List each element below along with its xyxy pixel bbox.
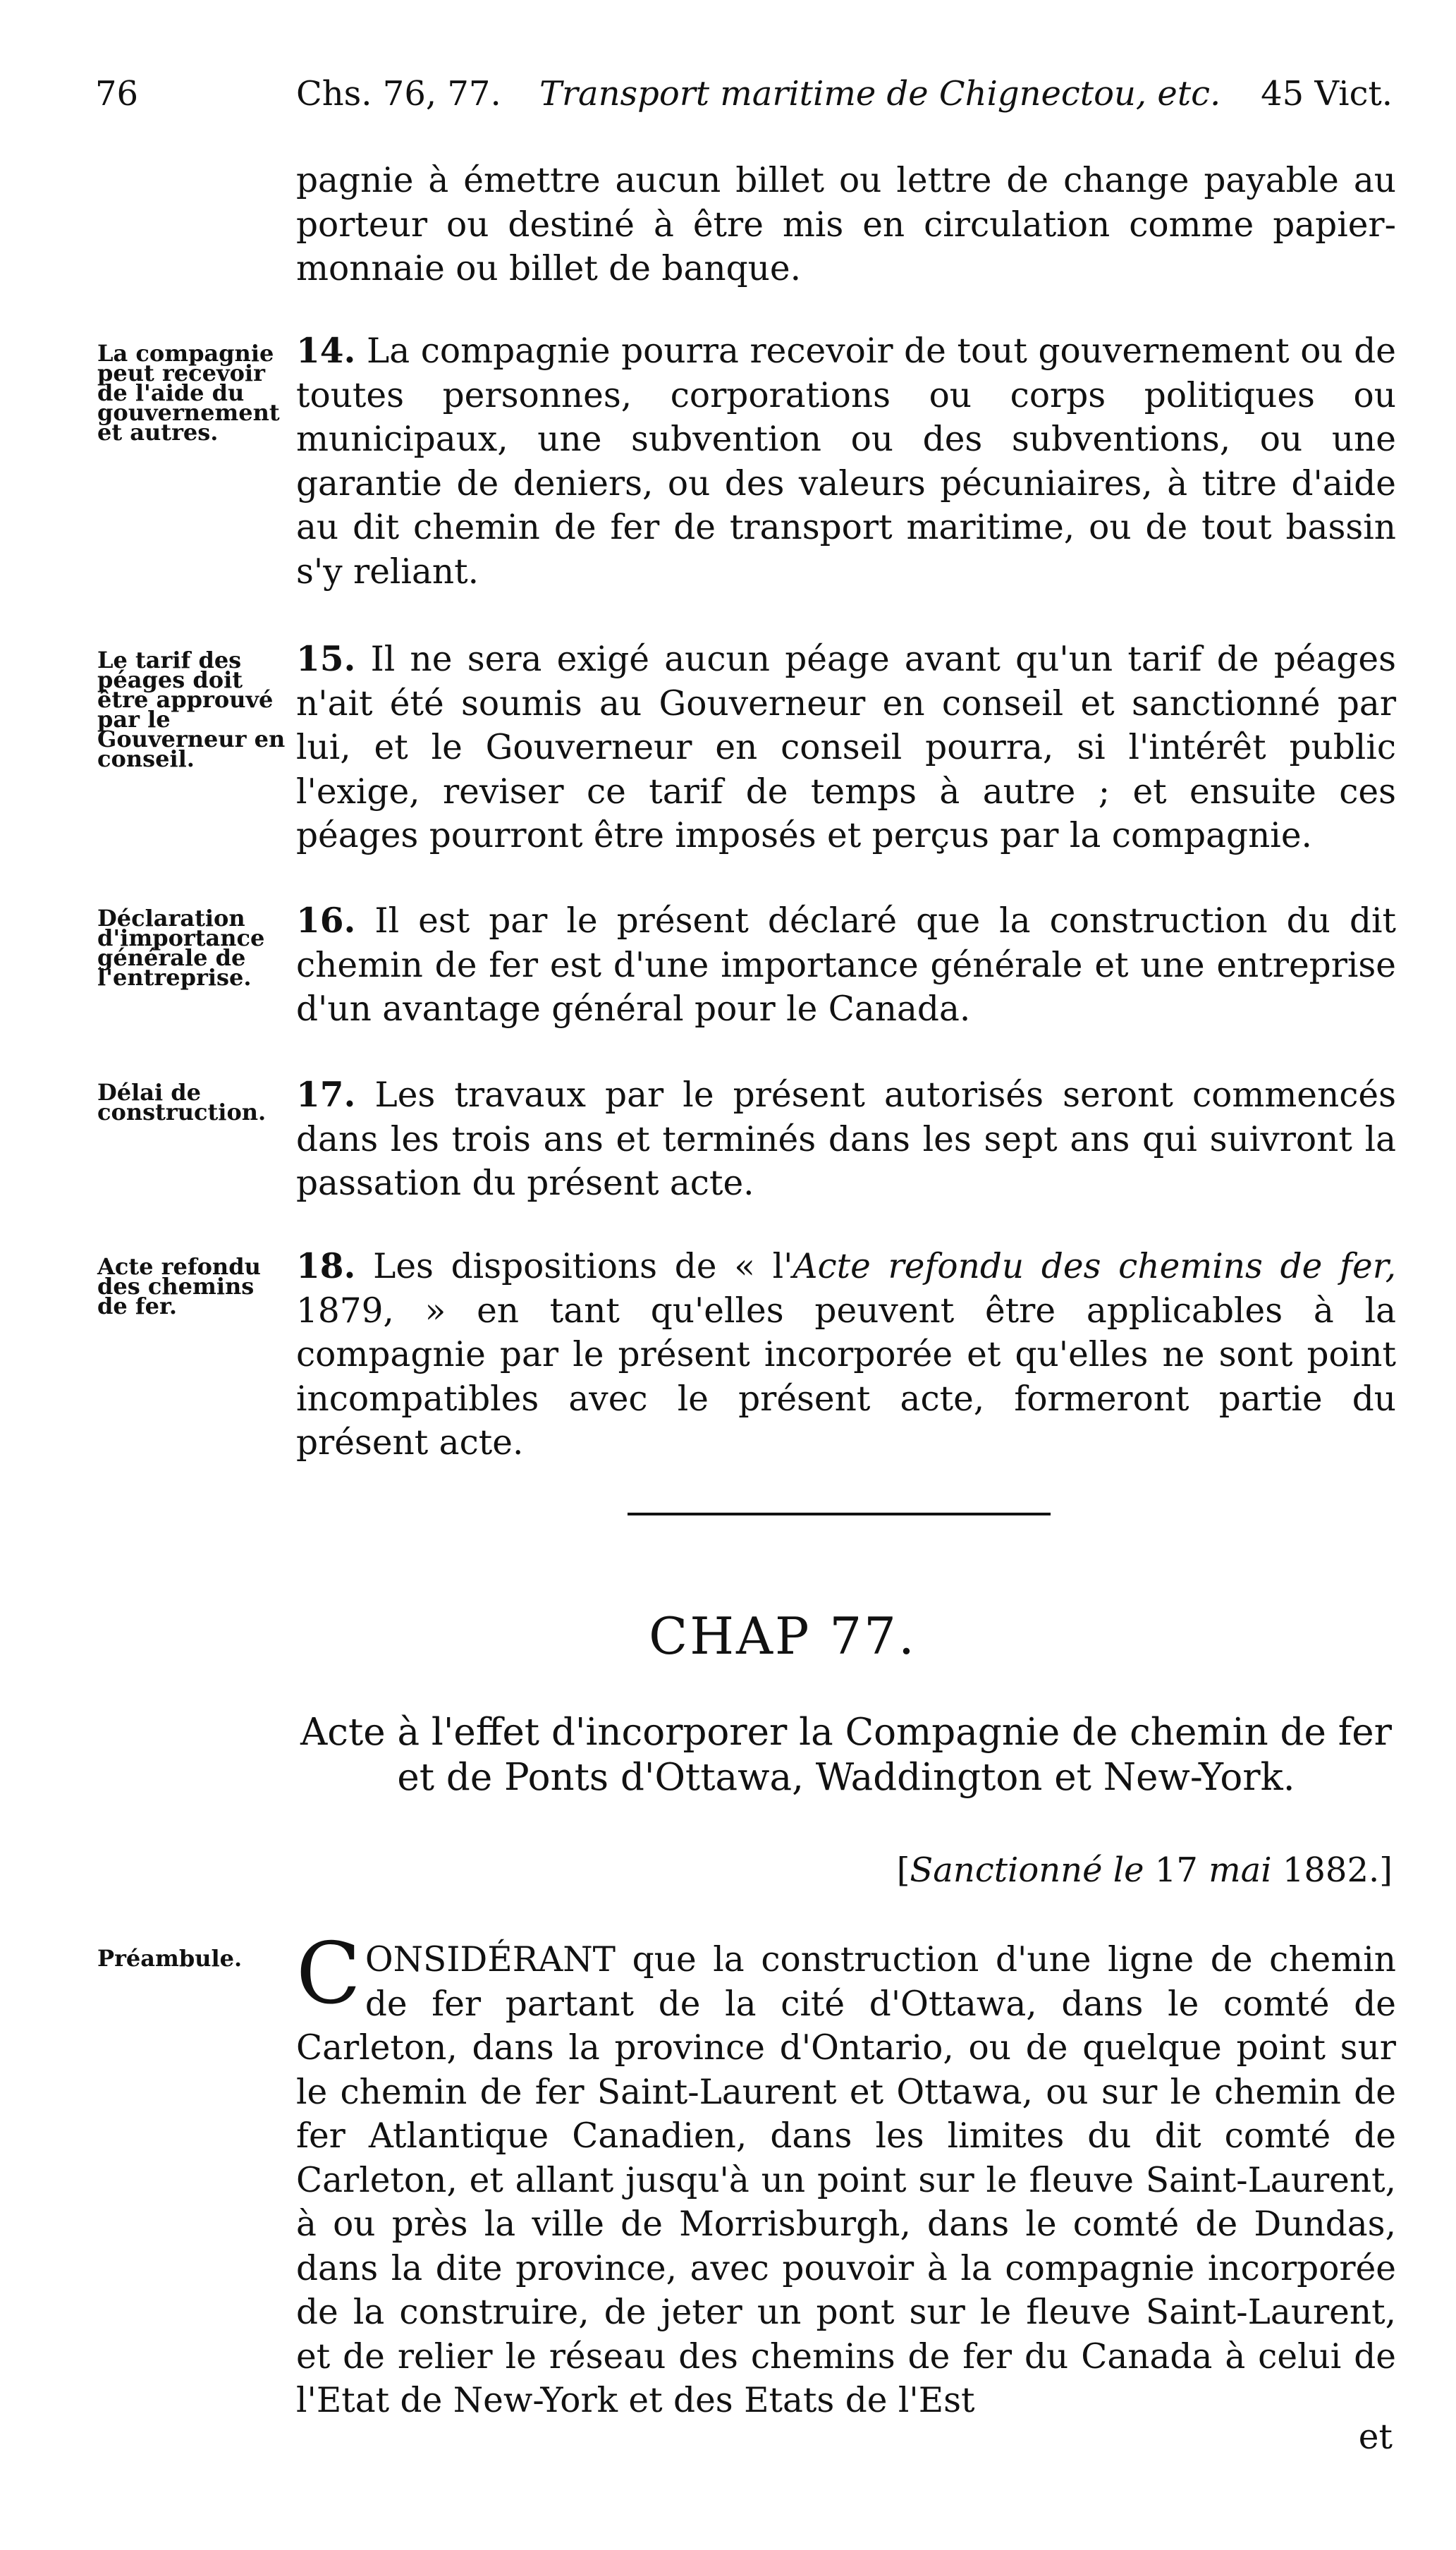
catchword: et xyxy=(1358,2417,1393,2457)
section-number: 18. xyxy=(296,1246,356,1286)
section-number: 16. xyxy=(296,901,356,941)
section-16 xyxy=(296,899,1396,1032)
sanction-day: 17 xyxy=(1144,1850,1209,1890)
preamble-paragraph xyxy=(296,1925,1396,2423)
margin-note-16: Déclaration d'importance générale de l'entreprise. xyxy=(97,905,265,991)
section-text: Il ne sera exigé aucun péage avant qu'un tarif de péages n'ait été soumis au Gouverneur en conseil et sanctionné par lui, et le Gouverneur en conseil pourra, si l'intérêt public l'exige, reviser ce tarif de temps à autre ; et ensuite ces péages pourront être imposés et perçus par la compagnie. xyxy=(296,640,1396,855)
section-17 xyxy=(296,1073,1396,1206)
header-regnal-year: 45 Vict. xyxy=(1261,74,1393,114)
section-14 xyxy=(296,329,1396,594)
divider-rule xyxy=(628,1513,1051,1515)
preamble-text: ONSIDÉRANT que la construction d'une ligne de chemin de fer partant de la cité d'Ottawa, dans le comté de Carleton, dans la province d'Ontario, ou de quelque point sur le chemin de fer Saint-Laurent et Ottawa, ou sur le chemin de fer Atlantique Canadien, dans les limites du dit comté de Carleton, et allant jusqu'à un point sur le fleuve Saint-Laurent, à ou près la ville de Morrisburgh, dans le comté de Dundas, dans la dite province, avec pouvoir à la compagnie incorporée de la construire, de jeter un pont sur le fleuve Saint-Laurent, et de relier le réseau des chemins de fer du Canada à celui de l'Etat de New-York et des Etats de l'Est xyxy=(296,1940,1396,2420)
section-text: Les travaux par le présent autorisés seront commencés dans les trois ans et terminés dans les sept ans qui suivront la passation du présent acte. xyxy=(296,1075,1396,1203)
sanction-year: 1882.] xyxy=(1271,1850,1393,1890)
margin-note-14: La compagnie peut recevoir de l'aide du gouvernement et autres. xyxy=(97,340,280,446)
section-text: Il est par le présent déclaré que la construction du dit chemin de fer est d'une importance générale et une entreprise d'un avantage général pour le Canada. xyxy=(296,901,1396,1029)
section-18 xyxy=(296,1245,1396,1465)
sanction-date xyxy=(897,1848,1393,1893)
section-number: 14. xyxy=(296,331,356,371)
margin-note-preamble: Préambule. xyxy=(97,1945,243,1972)
section-15 xyxy=(296,638,1396,858)
section-number: 17. xyxy=(296,1075,356,1115)
margin-note-15: Le tarif des péages doit être approuvé par le Gouverneur en conseil. xyxy=(97,647,286,772)
section-number: 15. xyxy=(296,639,356,679)
chapter-heading: CHAP 77. xyxy=(649,1606,917,1666)
sanction-label: Sanctionné le xyxy=(910,1850,1144,1890)
continuation-text: pagnie à émettre aucun billet ou lettre de change payable au porteur ou destiné à être mis en circulation comme papier-monnaie ou billet de banque. xyxy=(296,161,1396,288)
section-text: La compagnie pourra recevoir de tout gouvernement ou de toutes personnes, corporations ou corps politiques ou municipaux, une subvention ou des subventions, ou une garantie de deniers, ou des valeurs pécuniaires, à titre d'aide au dit chemin de fer de transport maritime, ou de tout bassin s'y reliant. xyxy=(296,331,1396,592)
continuation-paragraph xyxy=(296,159,1396,291)
section-text-cont: 1879, » en tant qu'elles peuvent être applicables à la compagnie par le présent incorporée et qu'elles ne sont point incompatibles avec le présent acte, formeront partie du présent acte. xyxy=(296,1291,1396,1463)
sanction-month: mai xyxy=(1209,1850,1272,1890)
header-chapters: Chs. 76, 77. xyxy=(296,74,501,114)
page-number: 76 xyxy=(95,74,139,114)
header-title: Transport maritime de Chignectou, etc. xyxy=(539,74,1221,114)
sanction-open: [ xyxy=(896,1850,910,1890)
drop-cap: C xyxy=(296,1925,361,2023)
section-text-italic: Acte refondu des chemins de fer, xyxy=(793,1247,1396,1286)
section-text: Les dispositions de « l' xyxy=(373,1247,793,1286)
margin-note-17: Délai de construction. xyxy=(97,1079,267,1125)
margin-note-18: Acte refondu des chemins de fer. xyxy=(97,1253,261,1319)
act-title: Acte à l'effet d'incorporer la Compagnie de chemin de fer et de Ponts d'Ottawa, Waddington et New-York. xyxy=(300,1711,1393,1799)
